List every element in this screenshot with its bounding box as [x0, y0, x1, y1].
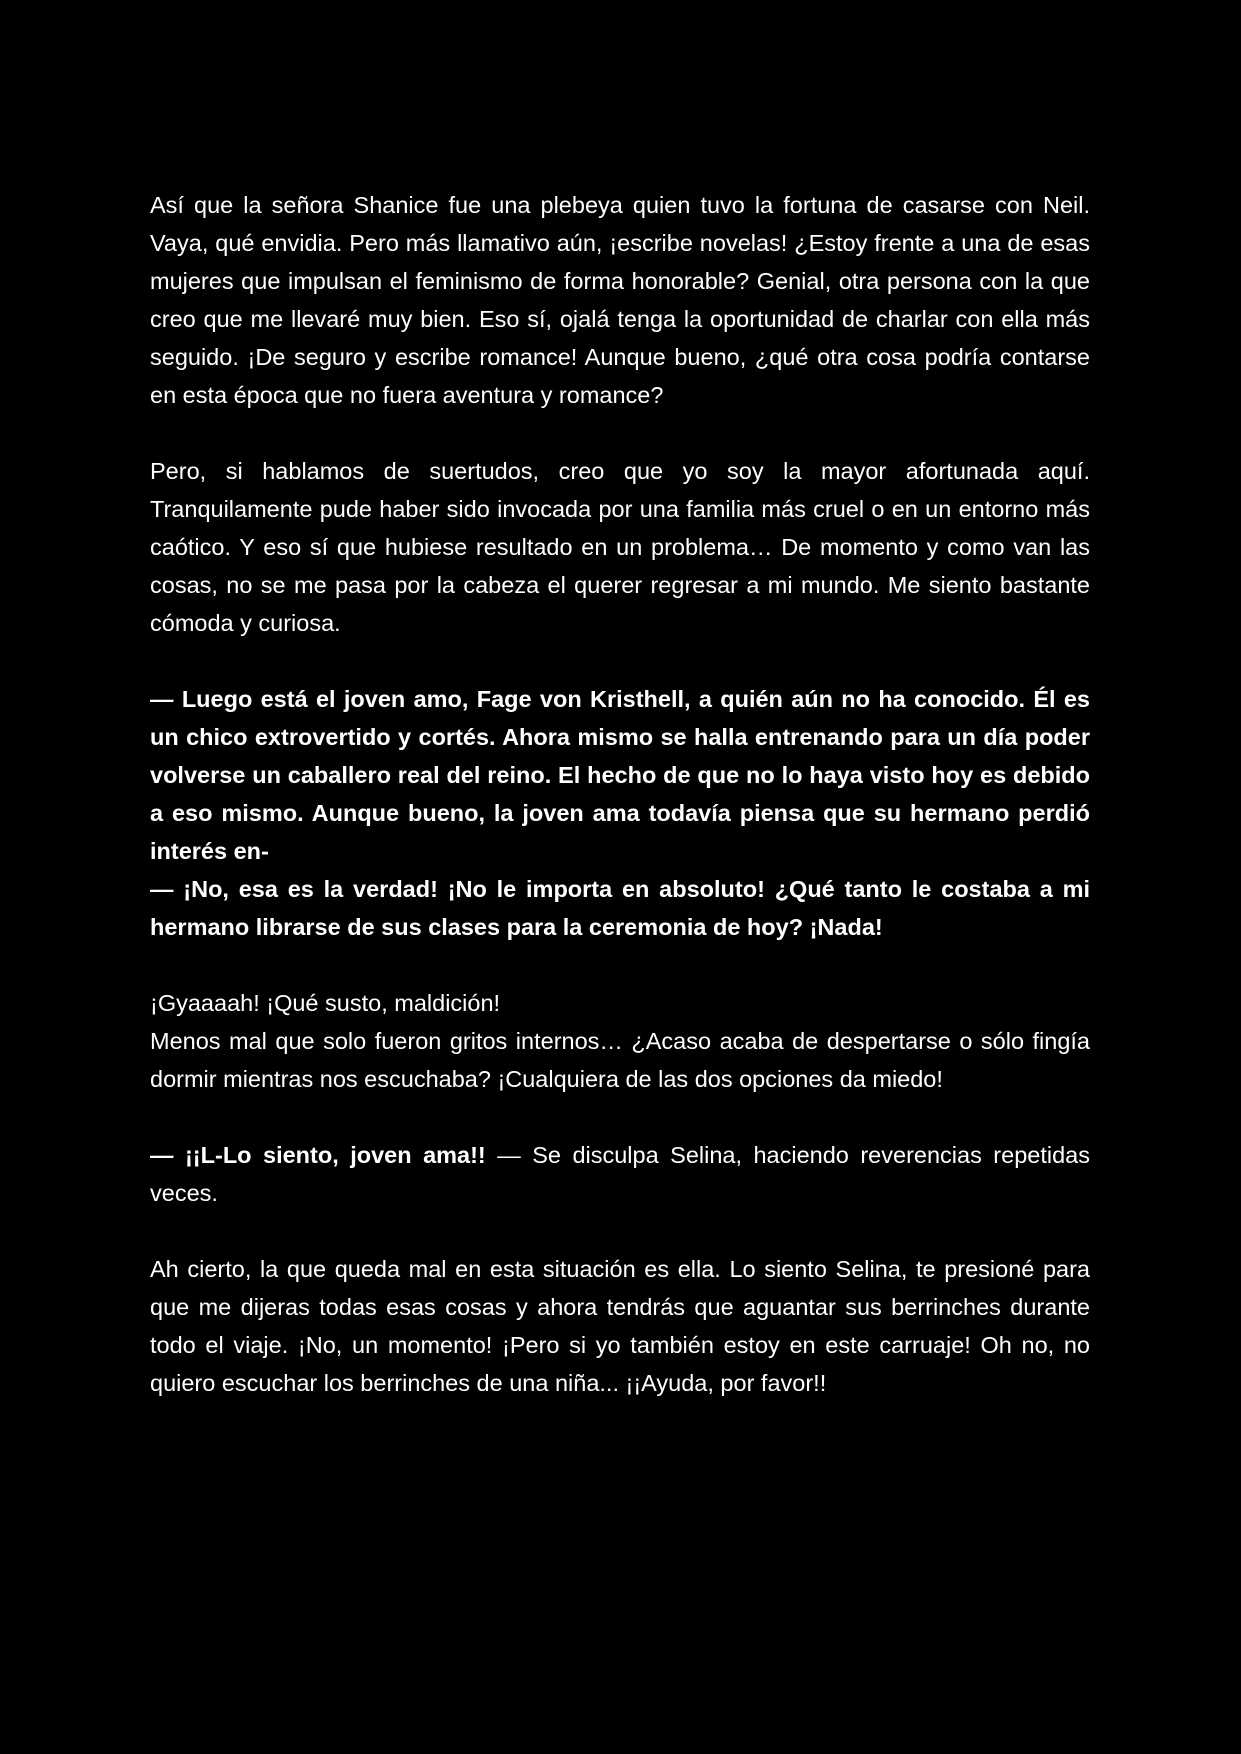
dialogue-paragraph-4: — ¡No, esa es la verdad! ¡No le importa en absoluto! ¿Qué tanto le costaba a mi hermano librarse de sus clases para la ceremonia de hoy? ¡Nada! [150, 876, 1090, 940]
paragraph-6: Menos mal que solo fueron gritos internos… ¿Acaso acaba de despertarse o sólo fingía dormir mientras nos escuchaba? ¡Cualquiera de las dos opciones da miedo! [150, 1028, 1090, 1092]
paragraph-1: Así que la señora Shanice fue una plebeya quien tuvo la fortuna de casarse con Neil. Vaya, qué envidia. Pero más llamativo aún, ¡escribe novelas! ¿Estoy frente a una de esas mujeres que impulsan el feminismo de forma honorable? Genial, otra persona con la que creo que me llevaré muy bien. Eso sí, ojalá tenga la oportunidad de charlar con ella más seguido. ¡De seguro y escribe romance! Aunque bueno, ¿qué otra cosa podría contarse en esta época que no fuera aventura y romance? [150, 192, 1090, 408]
document-page [150, 186, 1090, 1440]
dialogue-narration: — Se disculpa Selina, haciendo reverencias repetidas veces. [150, 1142, 1090, 1206]
paragraph-5: ¡Gyaaaah! ¡Qué susto, maldición! [150, 990, 501, 1016]
dialogue-speech: — ¡¡L-Lo siento, joven ama!! [150, 1142, 486, 1168]
paragraph-8: Ah cierto, la que queda mal en esta situación es ella. Lo siento Selina, te presioné para que me dijeras todas esas cosas y ahora tendrás que aguantar sus berrinches durante todo el viaje. ¡No, un momento! ¡Pero si yo también estoy en este carruaje! Oh no, no quiero escuchar los berrinches de una niña... ¡¡Ayuda, por favor!! [150, 1256, 1090, 1396]
dialogue-paragraph-3: — Luego está el joven amo, Fage von Kristhell, a quién aún no ha conocido. Él es un chico extrovertido y cortés. Ahora mismo se halla entrenando para un día poder volverse un caballero real del reino. El hecho de que no lo haya visto hoy es debido a eso mismo. Aunque bueno, la joven ama todavía piensa que su hermano perdió interés en- [150, 686, 1090, 864]
paragraph-2: Pero, si hablamos de suertudos, creo que yo soy la mayor afortunada aquí. Tranquilamente pude haber sido invocada por una familia más cruel o en un entorno más caótico. Y eso sí que hubiese resultado en un problema… De momento y como van las cosas, no se me pasa por la cabeza el querer regresar a mi mundo. Me siento bastante cómoda y curiosa. [150, 458, 1090, 636]
dialogue-paragraph-7 [150, 1136, 1090, 1212]
